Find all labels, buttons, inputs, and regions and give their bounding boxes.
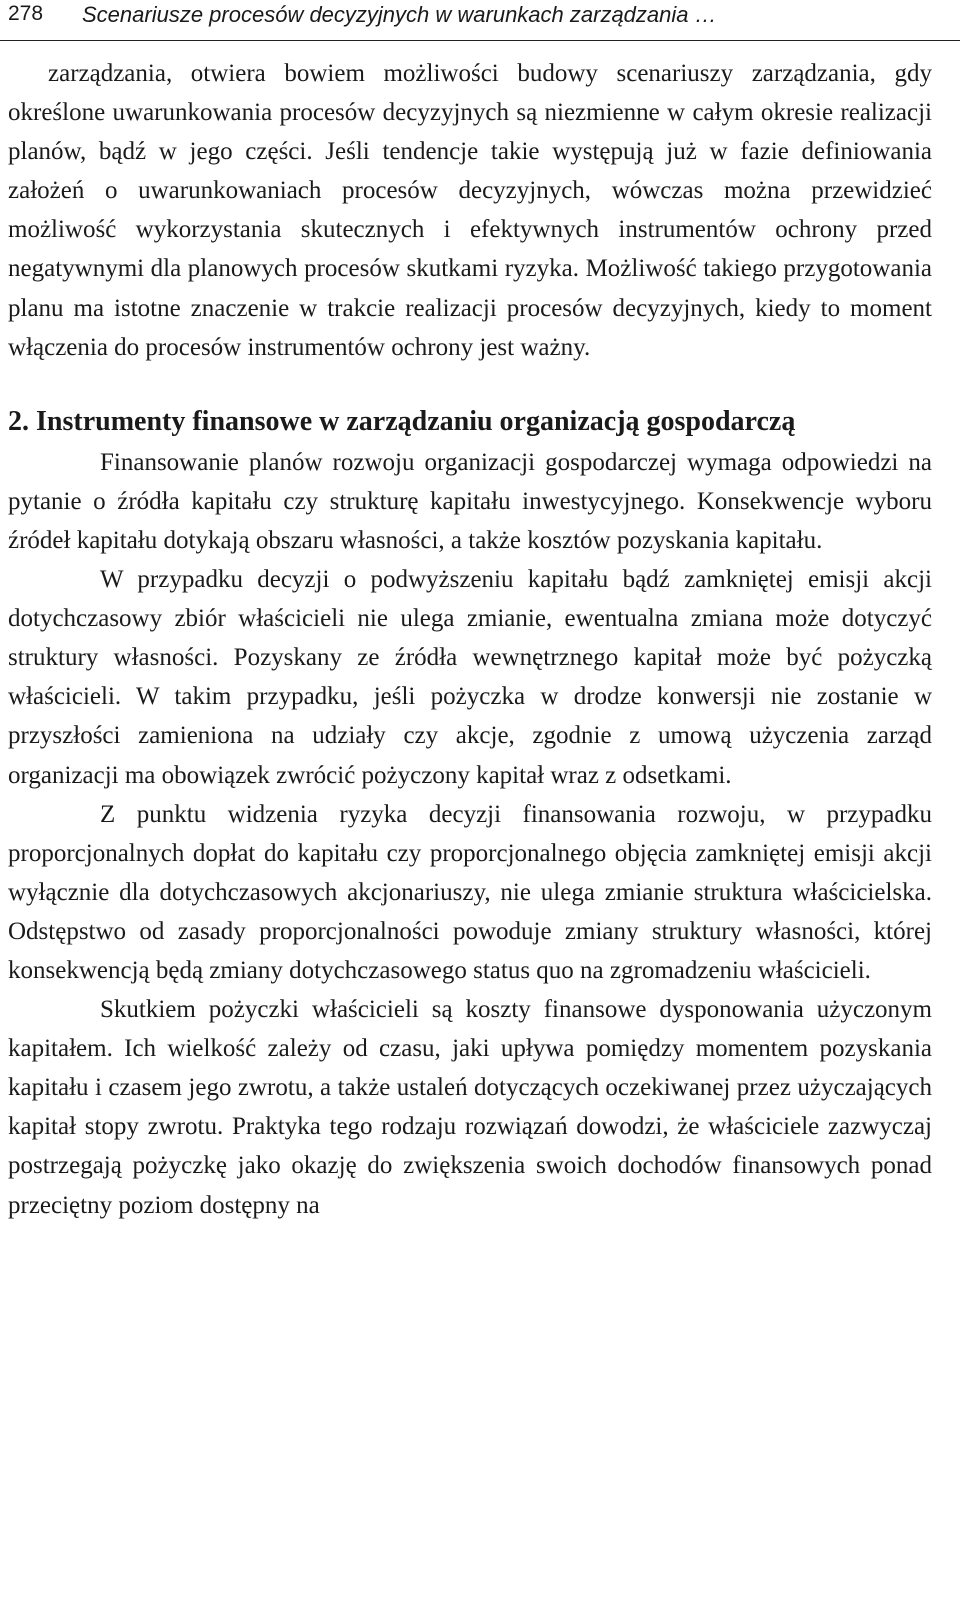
page-body [8,54,932,1225]
page-number: 278 [8,2,44,25]
paragraph: Z punktu widzenia ryzyka decyzji finansowania rozwoju, w przypadku proporcjonalnych dopłat do kapitału czy proporcjonalnego objęcia zamkniętej emisji akcji wyłącznie dla dotychczasowych akcjonariuszy, nie ulega zmianie struktura właścicielska. Odstępstwo od zasady proporcjonalności powoduje zmiany struktury własności, której konsekwencją będą zmiany dotychczasowego status quo na zgromadzeniu właścicieli. [8,800,932,984]
running-title: Scenariusze procesów decyzyjnych w warunkach zarządzania … [82,2,717,27]
running-header [0,0,960,41]
paragraph-continuation: zarządzania, otwiera bowiem możliwości budowy scenariuszy zarządzania, gdy określone uwarunkowania procesów decyzyjnych są niezmienne w całym okresie realizacji planów, bądź w jego części. Jeśli tendencje takie występują już w fazie definiowania założeń o uwarunkowaniach procesów decyzyjnych, wówczas można przewidzieć możliwość wykorzystania skutecznych i efektywnych instrumentów ochrony przed negatywnymi dla planowych procesów skutkami ryzyka. Możliwość takiego przygotowania planu ma istotne znaczenie w trakcie realizacji procesów decyzyjnych, kiedy to moment włączenia do procesów instrumentów ochrony jest ważny. [8,60,932,361]
paragraph: Skutkiem pożyczki właścicieli są koszty finansowe dysponowania użyczonym kapitałem. Ich wielkość zależy od czasu, jaki upływa pomiędzy momentem pozyskania kapitału i czasem jego zwrotu, a także ustaleń dotyczących oczekiwanej przez użyczających kapitał stopy zwrotu. Praktyka tego rodzaju rozwiązań dowodzi, że właściciele zazwyczaj postrzegają pożyczkę jako okazję do zwiększenia swoich dochodów finansowych ponad przeciętny poziom dostępny na [8,996,932,1219]
section-heading: 2. Instrumenty finansowe w zarządzaniu organizacją gospodarczą [8,405,796,437]
paragraph: Finansowanie planów rozwoju organizacji gospodarczej wymaga odpowiedzi na pytanie o źródła kapitału czy strukturę kapitału inwestycyjnego. Konsekwencje wyboru źródeł kapitału dotykają obszaru własności, a także kosztów pozyskania kapitału. [8,448,932,554]
paragraph: W przypadku decyzji o podwyższeniu kapitału bądź zamkniętej emisji akcji dotychczasowy zbiór właścicieli nie ulega zmianie, ewentualna zmiana może dotyczyć struktury własności. Pozyskany ze źródła wewnętrznego kapitał może być pożyczką właścicieli. W takim przypadku, jeśli pożyczka w drodze konwersji nie zostanie w przyszłości zamieniona na udziały czy akcje, zgodnie z umową użyczenia zarząd organizacji ma obowiązek zwrócić pożyczony kapitał wraz z odsetkami. [8,566,932,789]
